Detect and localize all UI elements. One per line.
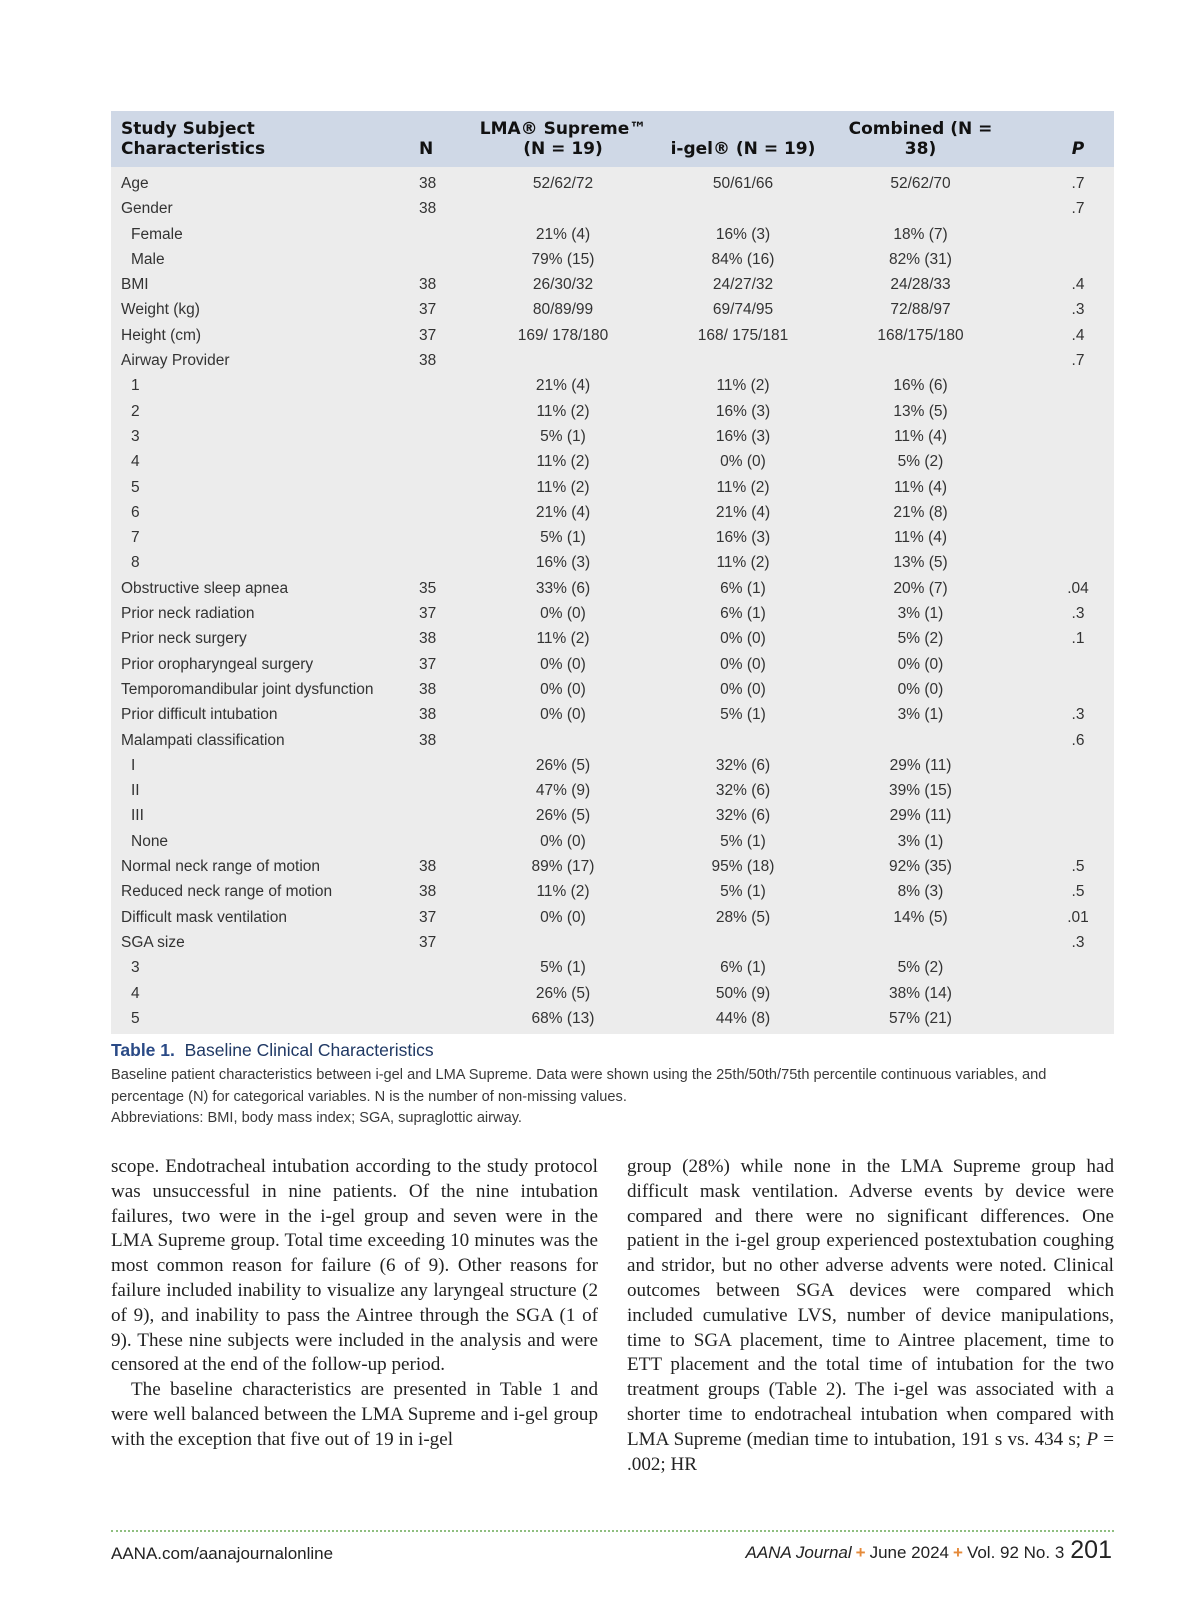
footer-volume: Vol. 92 No. 3 bbox=[966, 1543, 1065, 1562]
body-paragraph: scope. Endotracheal intubation according to the study protocol was unsuccessful in nine patients. Of the nine intubation failures, two were in the i-gel group and seven were in the LMA Supreme group. Total time exceeding 10 minutes was the most common reason for failure (6 of 9). Other reasons for failure included inability to visualize any laryngeal structure (2 of 9), and inability to pass the Aintree through the SGA (1 of 9). These nine subjects were included in the analysis and were censored at the end of the follow-up period. bbox=[111, 1156, 598, 1376]
table-row bbox=[111, 1006, 1114, 1034]
row-label: 3 bbox=[131, 427, 140, 445]
cell-igel: 5% (1) bbox=[720, 706, 766, 724]
cell-lma bbox=[473, 348, 653, 373]
cell-igel: 16% (3) bbox=[715, 427, 771, 445]
cell-p-value bbox=[1008, 829, 1114, 854]
cell-igel: 16% (3) bbox=[715, 225, 771, 243]
caption-title-text: Baseline Clinical Characteristics bbox=[184, 1040, 434, 1060]
cell-combined: 92% (35) bbox=[889, 858, 952, 876]
cell-combined: 29% (11) bbox=[889, 807, 952, 825]
cell-combined: 39% (15) bbox=[889, 782, 952, 800]
plus-separator-icon: + bbox=[953, 1543, 963, 1562]
row-label: Prior difficult intubation bbox=[121, 706, 278, 724]
cell-p-value: .4 bbox=[1071, 326, 1085, 344]
body-paragraph bbox=[627, 1155, 1114, 1477]
cell-p-value: .3 bbox=[1071, 301, 1085, 319]
cell-combined: 5% (2) bbox=[897, 453, 944, 471]
row-label: 8 bbox=[131, 554, 140, 572]
cell-igel: 69/74/95 bbox=[712, 301, 774, 319]
cell-combined bbox=[833, 348, 1008, 373]
cell-combined: 18% (7) bbox=[893, 225, 948, 243]
table-row bbox=[111, 905, 1114, 930]
cell-n bbox=[393, 500, 473, 525]
row-label: Female bbox=[131, 225, 183, 243]
table-row bbox=[111, 626, 1114, 651]
table-row bbox=[111, 196, 1114, 221]
cell-n bbox=[393, 525, 473, 550]
header-p-value: P bbox=[1071, 139, 1085, 159]
table-row bbox=[111, 652, 1114, 677]
row-label: 6 bbox=[131, 503, 140, 521]
row-label: II bbox=[131, 782, 140, 800]
cell-lma: 26% (5) bbox=[535, 984, 591, 1002]
cell-igel: 0% (0) bbox=[720, 655, 766, 673]
table-row bbox=[111, 449, 1114, 474]
cell-n: 38 bbox=[419, 630, 437, 648]
row-label: Temporomandibular joint dysfunction bbox=[121, 680, 374, 698]
cell-p-value: .1 bbox=[1071, 630, 1085, 648]
cell-p-value bbox=[1008, 399, 1114, 424]
cell-igel: 6% (1) bbox=[720, 959, 766, 977]
table-row bbox=[111, 167, 1114, 196]
cell-p-value bbox=[1008, 981, 1114, 1006]
cell-igel: 5% (1) bbox=[720, 832, 766, 850]
row-label: Age bbox=[121, 175, 149, 192]
row-label: Reduced neck range of motion bbox=[121, 883, 333, 901]
footer-url: AANA.com/aanajournalonline bbox=[111, 1544, 334, 1563]
cell-lma: 0% (0) bbox=[540, 605, 586, 623]
cell-n: 37 bbox=[419, 655, 437, 673]
cell-p-value: .7 bbox=[1071, 200, 1085, 218]
cell-lma: 68% (13) bbox=[531, 1009, 595, 1027]
header-igel: i-gel® (N = 19) bbox=[670, 139, 816, 159]
cell-combined: 11% (4) bbox=[893, 427, 948, 445]
table-row bbox=[111, 930, 1114, 955]
table-row bbox=[111, 728, 1114, 753]
row-label: Weight (kg) bbox=[121, 301, 200, 319]
caption-description: Baseline patient characteristics between i-gel and LMA Supreme. Data were shown using the 25th/50th/75th percentile continuous variables, and percentage (N) for categorical variables. N is the number of non-missing values. bbox=[111, 1067, 1047, 1105]
cell-n: 37 bbox=[419, 908, 437, 926]
cell-p-value bbox=[1008, 525, 1114, 550]
cell-lma: 80/89/99 bbox=[532, 301, 594, 319]
cell-lma: 0% (0) bbox=[540, 655, 586, 673]
cell-p-value: .04 bbox=[1067, 579, 1089, 597]
cell-lma: 26% (5) bbox=[535, 756, 591, 774]
cell-combined: 3% (1) bbox=[897, 605, 944, 623]
body-column-left bbox=[111, 1155, 598, 1453]
p-value-symbol: P bbox=[1086, 1428, 1098, 1450]
cell-lma: 21% (4) bbox=[535, 503, 591, 521]
table-row bbox=[111, 550, 1114, 575]
cell-combined: 8% (3) bbox=[897, 883, 944, 901]
cell-n bbox=[393, 981, 473, 1006]
caption-title bbox=[111, 1038, 1111, 1062]
cell-combined: 16% (6) bbox=[893, 377, 948, 395]
cell-p-value bbox=[1008, 753, 1114, 778]
cell-lma: 89% (17) bbox=[531, 858, 595, 876]
cell-lma: 11% (2) bbox=[536, 630, 590, 648]
row-label: Prior neck radiation bbox=[121, 605, 255, 623]
cell-n bbox=[393, 829, 473, 854]
cell-igel bbox=[653, 930, 833, 955]
cell-combined: 5% (2) bbox=[897, 959, 944, 977]
cell-p-value bbox=[1008, 500, 1114, 525]
row-label: SGA size bbox=[121, 933, 185, 951]
cell-igel: 32% (6) bbox=[715, 807, 771, 825]
cell-lma: 11% (2) bbox=[536, 402, 590, 420]
cell-p-value bbox=[1008, 677, 1114, 702]
row-label: Difficult mask ventilation bbox=[121, 908, 287, 926]
row-label: I bbox=[131, 756, 136, 774]
cell-igel: 84% (16) bbox=[711, 250, 775, 268]
cell-igel: 168/ 175/181 bbox=[697, 326, 789, 344]
row-label: 5 bbox=[131, 478, 140, 496]
row-label: 7 bbox=[131, 529, 140, 547]
cell-igel: 24/27/32 bbox=[712, 276, 774, 294]
table-row bbox=[111, 525, 1114, 550]
table-row bbox=[111, 702, 1114, 727]
cell-igel: 11% (2) bbox=[716, 377, 770, 395]
cell-p-value: .01 bbox=[1067, 908, 1089, 926]
cell-n bbox=[393, 247, 473, 272]
cell-igel bbox=[653, 348, 833, 373]
cell-lma: 5% (1) bbox=[540, 427, 586, 445]
table-row bbox=[111, 778, 1114, 803]
cell-n bbox=[393, 449, 473, 474]
row-label: Airway Provider bbox=[121, 352, 230, 370]
cell-igel: 21% (4) bbox=[715, 503, 771, 521]
cell-n: 38 bbox=[419, 858, 437, 876]
cell-combined: 3% (1) bbox=[897, 832, 944, 850]
footer-date: June 2024 bbox=[869, 1543, 949, 1562]
row-label: 3 bbox=[131, 959, 140, 977]
cell-igel: 0% (0) bbox=[720, 680, 766, 698]
cell-p-value bbox=[1008, 803, 1114, 828]
cell-p-value bbox=[1008, 778, 1114, 803]
cell-igel: 95% (18) bbox=[711, 858, 775, 876]
cell-n: 38 bbox=[419, 200, 437, 218]
cell-combined: 3% (1) bbox=[897, 706, 944, 724]
cell-combined: 168/175/180 bbox=[877, 326, 964, 344]
row-label: Malampati classification bbox=[121, 731, 285, 749]
table-row bbox=[111, 424, 1114, 449]
row-label: 1 bbox=[131, 377, 140, 395]
header-combined: Combined (N = 38) bbox=[848, 119, 993, 159]
cell-lma: 0% (0) bbox=[540, 908, 586, 926]
row-label: 4 bbox=[131, 453, 140, 471]
cell-p-value: .6 bbox=[1071, 731, 1085, 749]
cell-igel: 50% (9) bbox=[715, 984, 771, 1002]
row-label: III bbox=[131, 807, 144, 825]
row-label: BMI bbox=[121, 276, 149, 294]
cell-lma: 16% (3) bbox=[535, 554, 591, 572]
cell-igel: 32% (6) bbox=[715, 756, 771, 774]
cell-lma: 47% (9) bbox=[535, 782, 591, 800]
cell-n: 38 bbox=[419, 276, 437, 294]
body-text: group (28%) while none in the LMA Supreme group had difficult mask ventilation. Adverse events by device were compared and there were no significant differences. One patient in the i-gel group experienced postextubation coughing and stridor, but no other adverse advents were noted. Clinical outcomes between SGA devices were compared which included cumulative LVS, number of device manipulations, time to SGA placement, time to Aintree placement, time to ETT placement and the total time of intubation for the two treatment groups (Table 2). The i-gel was associated with a shorter time to endotracheal intubation when compared with LMA Supreme (median time to intubation, 191 s vs. 434 s; bbox=[627, 1156, 1114, 1450]
cell-n bbox=[393, 955, 473, 980]
table-header-row bbox=[111, 111, 1114, 167]
cell-p-value bbox=[1008, 373, 1114, 398]
cell-p-value: .3 bbox=[1071, 605, 1085, 623]
cell-lma: 169/ 178/180 bbox=[517, 326, 609, 344]
plus-separator-icon: + bbox=[855, 1543, 866, 1562]
table-row bbox=[111, 854, 1114, 879]
table-row bbox=[111, 247, 1114, 272]
table-row bbox=[111, 323, 1114, 348]
cell-combined: 52/62/70 bbox=[890, 175, 951, 192]
cell-n bbox=[393, 222, 473, 247]
header-lma: LMA® Supreme™ (N = 19) bbox=[479, 119, 647, 159]
table-row bbox=[111, 373, 1114, 398]
cell-n: 37 bbox=[419, 605, 437, 623]
cell-igel: 6% (1) bbox=[720, 579, 766, 597]
cell-combined: 13% (5) bbox=[893, 554, 948, 572]
cell-combined: 13% (5) bbox=[893, 402, 948, 420]
footer-journal: AANA Journal bbox=[745, 1543, 852, 1562]
cell-p-value: .3 bbox=[1071, 933, 1085, 951]
caption-abbreviations: Abbreviations: BMI, body mass index; SGA, supraglottic airway. bbox=[111, 1110, 522, 1126]
cell-combined bbox=[833, 196, 1008, 221]
cell-lma: 11% (2) bbox=[536, 478, 590, 496]
cell-p-value: .5 bbox=[1071, 883, 1085, 901]
cell-combined: 11% (4) bbox=[893, 478, 948, 496]
cell-lma: 79% (15) bbox=[531, 250, 595, 268]
cell-n: 37 bbox=[419, 933, 437, 951]
footer-divider bbox=[111, 1530, 1114, 1532]
cell-combined: 57% (21) bbox=[889, 1009, 952, 1027]
cell-lma: 21% (4) bbox=[535, 377, 591, 395]
cell-combined: 20% (7) bbox=[893, 579, 948, 597]
cell-n bbox=[393, 550, 473, 575]
cell-igel: 11% (2) bbox=[716, 478, 770, 496]
cell-lma: 33% (6) bbox=[535, 579, 591, 597]
cell-p-value bbox=[1008, 475, 1114, 500]
cell-p-value bbox=[1008, 449, 1114, 474]
row-label: Gender bbox=[121, 200, 173, 218]
cell-n bbox=[393, 1006, 473, 1034]
cell-combined bbox=[833, 930, 1008, 955]
cell-igel: 5% (1) bbox=[720, 883, 766, 901]
cell-combined: 0% (0) bbox=[897, 655, 944, 673]
row-label: Obstructive sleep apnea bbox=[121, 579, 289, 597]
cell-p-value bbox=[1008, 652, 1114, 677]
table-row bbox=[111, 753, 1114, 778]
table-row bbox=[111, 601, 1114, 626]
cell-lma: 26% (5) bbox=[535, 807, 591, 825]
cell-n: 38 bbox=[419, 352, 437, 370]
page-number: 201 bbox=[1070, 1536, 1112, 1564]
header-characteristics: Study Subject Characteristics bbox=[121, 119, 266, 159]
cell-n bbox=[393, 778, 473, 803]
body-column-right bbox=[627, 1155, 1114, 1477]
cell-lma: 26/30/32 bbox=[532, 276, 594, 294]
row-label: 2 bbox=[131, 402, 140, 420]
table-row bbox=[111, 803, 1114, 828]
row-label: 5 bbox=[131, 1009, 140, 1027]
cell-p-value bbox=[1008, 1006, 1114, 1034]
cell-lma: 0% (0) bbox=[540, 680, 586, 698]
cell-igel: 16% (3) bbox=[715, 402, 771, 420]
characteristics-table bbox=[111, 111, 1114, 1034]
footer-citation bbox=[746, 1536, 1113, 1565]
cell-combined: 29% (11) bbox=[889, 756, 952, 774]
cell-n bbox=[393, 753, 473, 778]
cell-p-value: .3 bbox=[1071, 706, 1085, 724]
body-paragraph: The baseline characteristics are presented in Table 1 and were well balanced between the LMA Supreme and i-gel group with the exception that five out of 19 in i-gel bbox=[111, 1379, 598, 1450]
row-label: Prior oropharyngeal surgery bbox=[121, 655, 314, 673]
table-row bbox=[111, 829, 1114, 854]
row-label: 4 bbox=[131, 984, 140, 1002]
cell-igel: 44% (8) bbox=[715, 1009, 771, 1027]
cell-lma bbox=[473, 930, 653, 955]
table-caption bbox=[111, 1038, 1111, 1130]
table-row bbox=[111, 222, 1114, 247]
table-row bbox=[111, 475, 1114, 500]
cell-n bbox=[393, 475, 473, 500]
cell-igel: 16% (3) bbox=[715, 529, 771, 547]
baseline-table bbox=[111, 111, 1114, 1034]
cell-igel: 0% (0) bbox=[720, 453, 766, 471]
cell-p-value bbox=[1008, 424, 1114, 449]
cell-n bbox=[393, 373, 473, 398]
table-row bbox=[111, 576, 1114, 601]
header-n: N bbox=[419, 139, 434, 159]
cell-n bbox=[393, 424, 473, 449]
cell-n: 38 bbox=[419, 731, 437, 749]
row-label: None bbox=[131, 832, 169, 850]
cell-n: 37 bbox=[419, 326, 437, 344]
row-label: Prior neck surgery bbox=[121, 630, 247, 648]
table-row bbox=[111, 272, 1114, 297]
table-row bbox=[111, 879, 1114, 904]
table-row bbox=[111, 348, 1114, 373]
cell-lma: 52/62/72 bbox=[532, 175, 594, 192]
cell-igel: 50/61/66 bbox=[712, 175, 774, 192]
cell-p-value: .7 bbox=[1071, 352, 1085, 370]
cell-combined: 21% (8) bbox=[893, 503, 948, 521]
body-text: = .002; HR bbox=[627, 1428, 1114, 1475]
table-row bbox=[111, 981, 1114, 1006]
cell-combined: 0% (0) bbox=[897, 680, 944, 698]
cell-p-value bbox=[1008, 222, 1114, 247]
cell-lma: 0% (0) bbox=[540, 706, 586, 724]
cell-lma bbox=[473, 728, 653, 753]
cell-n: 38 bbox=[419, 883, 437, 901]
cell-lma bbox=[473, 196, 653, 221]
cell-igel: 11% (2) bbox=[716, 554, 770, 572]
cell-n: 38 bbox=[419, 680, 437, 698]
cell-combined: 24/28/33 bbox=[890, 276, 951, 294]
cell-lma: 5% (1) bbox=[540, 959, 586, 977]
cell-igel: 0% (0) bbox=[720, 630, 766, 648]
cell-p-value bbox=[1008, 955, 1114, 980]
cell-lma: 11% (2) bbox=[536, 453, 590, 471]
cell-n: 38 bbox=[419, 706, 437, 724]
cell-p-value: .4 bbox=[1071, 276, 1085, 294]
cell-p-value bbox=[1008, 550, 1114, 575]
table-body bbox=[111, 167, 1114, 1034]
caption-label: Table 1. bbox=[111, 1040, 175, 1060]
row-label: Height (cm) bbox=[121, 326, 202, 344]
row-label: Male bbox=[131, 250, 165, 268]
cell-combined: 11% (4) bbox=[893, 529, 948, 547]
table-row bbox=[111, 297, 1114, 322]
cell-igel: 32% (6) bbox=[715, 782, 771, 800]
cell-igel bbox=[653, 196, 833, 221]
cell-igel: 28% (5) bbox=[715, 908, 771, 926]
cell-combined: 82% (31) bbox=[889, 250, 952, 268]
table-row bbox=[111, 955, 1114, 980]
cell-n bbox=[393, 399, 473, 424]
cell-lma: 21% (4) bbox=[535, 225, 591, 243]
cell-combined: 5% (2) bbox=[897, 630, 944, 648]
cell-lma: 0% (0) bbox=[540, 832, 586, 850]
row-label: Normal neck range of motion bbox=[121, 858, 321, 876]
cell-combined: 38% (14) bbox=[889, 984, 952, 1002]
cell-combined bbox=[833, 728, 1008, 753]
cell-n: 35 bbox=[419, 579, 437, 597]
cell-combined: 14% (5) bbox=[893, 908, 948, 926]
table-row bbox=[111, 399, 1114, 424]
cell-lma: 5% (1) bbox=[540, 529, 586, 547]
cell-n bbox=[393, 803, 473, 828]
cell-p-value: .7 bbox=[1071, 175, 1085, 192]
cell-n: 37 bbox=[419, 301, 437, 319]
table-row bbox=[111, 677, 1114, 702]
table-row bbox=[111, 500, 1114, 525]
cell-igel bbox=[653, 728, 833, 753]
cell-lma: 11% (2) bbox=[536, 883, 590, 901]
cell-combined: 72/88/97 bbox=[890, 301, 951, 319]
cell-p-value: .5 bbox=[1071, 858, 1085, 876]
cell-n: 38 bbox=[419, 175, 437, 192]
cell-p-value bbox=[1008, 247, 1114, 272]
cell-igel: 6% (1) bbox=[720, 605, 766, 623]
